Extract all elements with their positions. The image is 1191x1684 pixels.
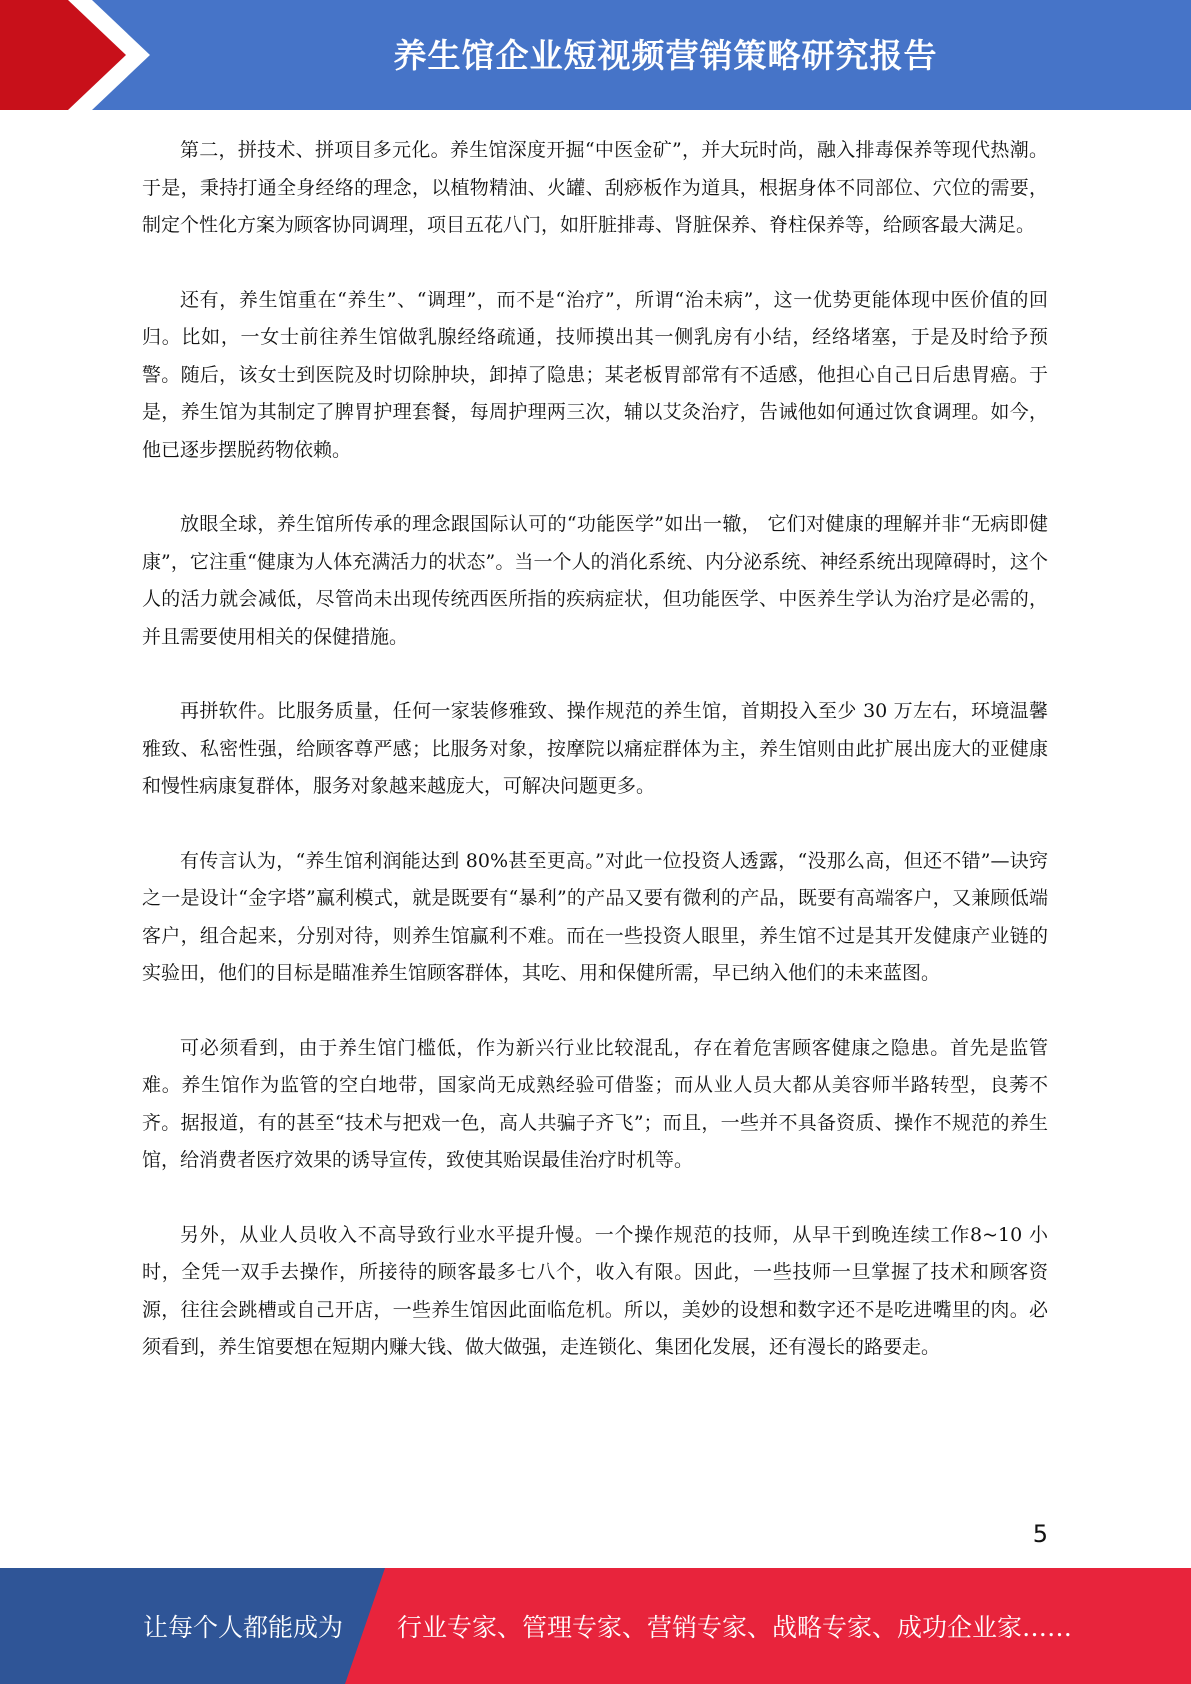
document-body (142, 132, 1048, 1404)
footer-slogan-right: 行业专家、管理专家、营销专家、战略专家、成功企业家…… (397, 1613, 1073, 1642)
footer-slogan-left: 让每个人都能成为 (143, 1613, 344, 1642)
paragraph-2: 还有，养生馆重在“养生”、“调理”，而不是“治疗”，所谓“治未病”，这一优势更能体现中医价值的回归。比如，一女士前往养生馆做乳腺经络疏通，技师摸出其一侧乳房有小结，经络堵塞，于是及时给予预警。随后，该女士到医院及时切除肿块，卸掉了隐患；某老板胃部常有不适感，他担心自己日后患胃癌。于是，养生馆为其制定了脾胃护理套餐，每周护理两三次，辅以艾灸治疗，告诫他如何通过饮食调理。如今，他已逐步摆脱药物依赖。 (142, 288, 1048, 461)
footer-banner (0, 1568, 1191, 1684)
paragraph-5: 有传言认为，“养生馆利润能达到 80%甚至更高。”对此一位投资人透露，“没那么高，但还不错”—诀窍之一是设计“金字塔”赢利模式，就是既要有“暴利”的产品又要有微利的产品，既要有高端客户，又兼顾低端客户，组合起来，分别对待，则养生馆赢利不难。而在一些投资人眼里，养生馆不过是其开发健康产业链的实验田，他们的目标是瞄准养生馆顾客群体，其吃、用和保健所需，早已纳入他们的未来蓝图。 (142, 849, 1048, 984)
paragraph-6: 可必须看到，由于养生馆门槛低，作为新兴行业比较混乱，存在着危害顾客健康之隐患。首先是监管难。养生馆作为监管的空白地带，国家尚无成熟经验可借鉴；而从业人员大都从美容师半路转型，良莠不齐。据报道，有的甚至“技术与把戏一色，高人共骗子齐飞”；而且，一些并不具备资质、操作不规范的养生馆，给消费者医疗效果的诱导宣传，致使其贻误最佳治疗时机等。 (142, 1036, 1048, 1171)
page-number: 5 (1032, 1520, 1048, 1548)
page-title: 养生馆企业短视频营销策略研究报告 (393, 35, 938, 75)
header-banner (0, 0, 1191, 112)
paragraph-4: 再拼软件。比服务质量，任何一家装修雅致、操作规范的养生馆，首期投入至少 30 万左右，环境温馨雅致、私密性强，给顾客尊严感；比服务对象，按摩院以痛症群体为主，养生馆则由此扩展出庞大的亚健康和慢性病康复群体，服务对象越来越庞大，可解决问题更多。 (142, 700, 1048, 797)
paragraph-7: 另外，从业人员收入不高导致行业水平提升慢。一个操作规范的技师，从早干到晚连续工作8~10 小时，全凭一双手去操作，所接待的顾客最多七八个，收入有限。因此，一些技师一旦掌握了技术和顾客资源，往往会跳槽或自己开店，一些养生馆因此面临危机。所以，美妙的设想和数字还不是吃进嘴里的肉。必须看到，养生馆要想在短期内赚大钱、做大做强，走连锁化、集团化发展，还有漫长的路要走。 (142, 1223, 1048, 1358)
paragraph-1: 第二，拼技术、拼项目多元化。养生馆深度开掘“中医金矿”，并大玩时尚，融入排毒保养等现代热潮。于是，秉持打通全身经络的理念，以植物精油、火罐、刮痧板作为道具，根据身体不同部位、穴位的需要，制定个性化方案为顾客协同调理，项目五花八门，如肝脏排毒、肾脏保养、脊柱保养等，给顾客最大满足。 (142, 139, 1048, 236)
paragraph-3: 放眼全球，养生馆所传承的理念跟国际认可的“功能医学”如出一辙， 它们对健康的理解并非“无病即健康”，它注重“健康为人体充满活力的状态”。当一个人的消化系统、内分泌系统、神经系统出现障碍时，这个人的活力就会减低，尽管尚未出现传统西医所指的疾病症状，但功能医学、中医养生学认为治疗是必需的，并且需要使用相关的保健措施。 (142, 513, 1048, 648)
